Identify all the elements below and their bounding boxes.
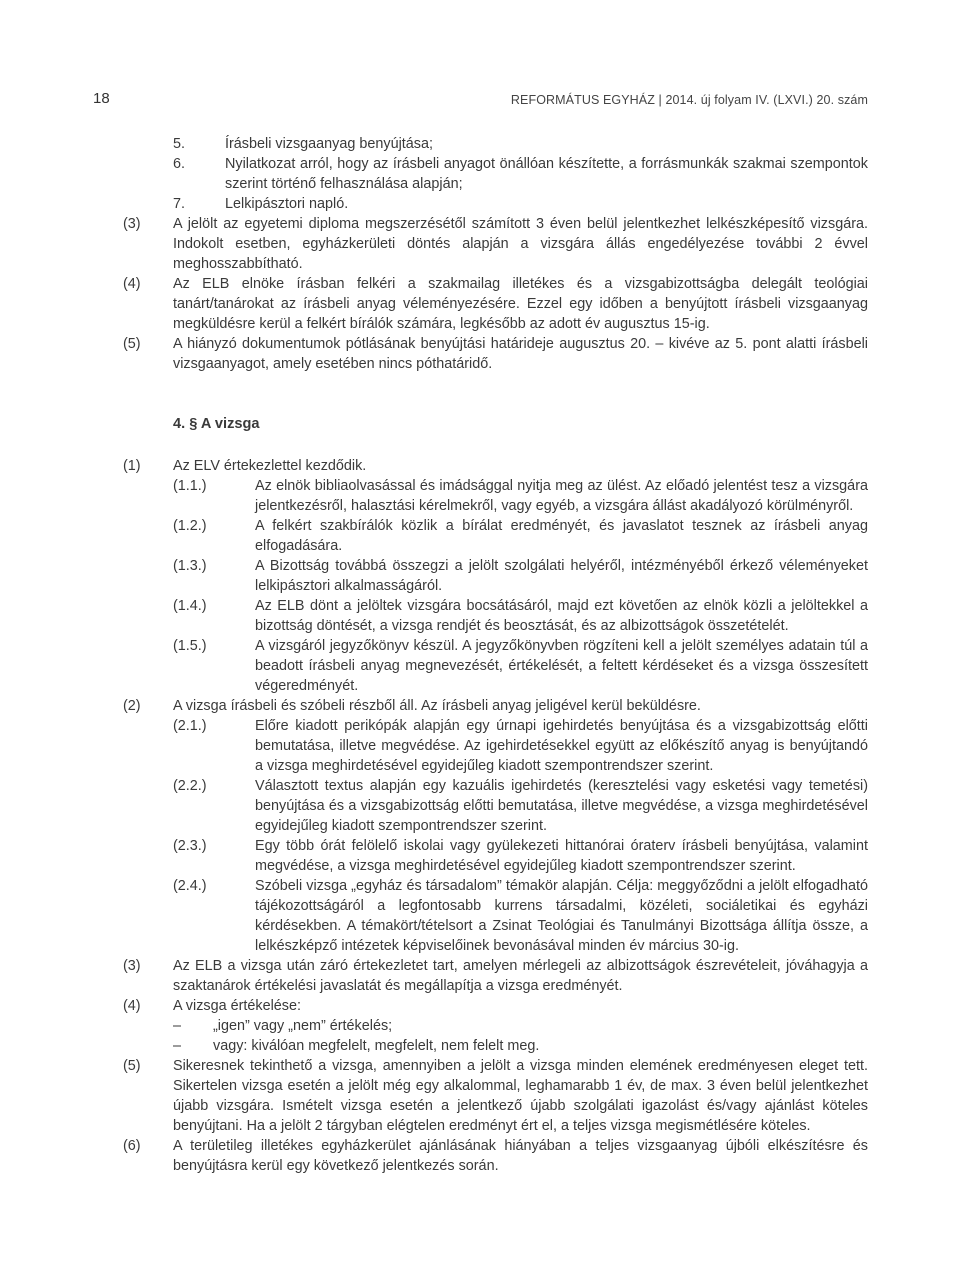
dash-marker: – xyxy=(173,1018,182,1034)
paragraph-number: (5) xyxy=(123,1058,141,1074)
paragraph-text: A hiányzó dokumentumok pótlásának benyújtási határideje augusztus 20. – kivéve az 5. pont alatti írásbeli vizsgaanyagot, amely esetében nincs póthatáridő. xyxy=(173,336,868,372)
paragraph-text: A területileg illetékes egyházkerület ajánlásának hiányában a teljes vizsgaanyag újbóli elkészítésre és benyújtásra kerül egy következő jelentkezés során. xyxy=(173,1138,868,1174)
paragraph xyxy=(123,334,868,374)
dash-item xyxy=(173,1036,868,1056)
list-item-text: Lelkipásztori napló. xyxy=(225,196,349,212)
paragraph xyxy=(123,1136,868,1176)
paragraph xyxy=(123,214,868,274)
subparagraph-text: A Bizottság továbbá összegzi a jelölt szolgálati helyéről, intézményéből érkező véleményeket lelkipásztori alkalmasságáról. xyxy=(255,558,868,594)
subparagraph-number: (2.4.) xyxy=(173,878,207,894)
subparagraph-number: (2.2.) xyxy=(173,778,207,794)
list-item-text: Nyilatkozat arról, hogy az írásbeli anyagot önállóan készítette, a forrásmunkák szakmai szempontok szerint történő felhasználása alapján; xyxy=(225,156,868,192)
paragraph-number: (4) xyxy=(123,276,141,292)
subparagraph-text: Egy több órát felölelő iskolai vagy gyülekezeti hittanórai óraterv írásbeli benyújtása, valamint megvédése, a vizsga meghirdetésével egyidejűleg kiadott szempontrendszer szerint. xyxy=(255,838,868,874)
paragraph xyxy=(123,456,868,476)
paragraph xyxy=(123,274,868,334)
subparagraph-number: (1.4.) xyxy=(173,598,207,614)
subparagraph-number: (2.1.) xyxy=(173,718,207,734)
subparagraph-text: Választott textus alapján egy kazuális igehirdetés (keresztelési vagy esketési vagy temetési) benyújtása és a vizsgabizottság előtti bemutatása, illetve megvédése, a vizsga meghirdetésével egyidejűleg kiadott szempontrendszer szerint. xyxy=(255,778,868,834)
subparagraph-number: (2.3.) xyxy=(173,838,207,854)
subparagraph-text: A felkért szakbírálók közlik a bírálat eredményét, és javaslatot tesznek az írásbeli anyag elfogadására. xyxy=(255,518,868,554)
dash-item-text: „igen” vagy „nem” értékelés; xyxy=(213,1018,393,1034)
paragraph xyxy=(123,996,868,1016)
paragraph xyxy=(123,1056,868,1136)
page-number: 18 xyxy=(93,90,110,107)
subparagraph-text: A vizsgáról jegyzőkönyv készül. A jegyzőkönyvben rögzíteni kell a jelölt személyes adatain túl a beadott írásbeli anyag megnevezését, értékelését, a feltett kérdéseket és a vizsga összesített végeredményét. xyxy=(255,638,868,694)
list-item xyxy=(173,194,868,214)
list-item-text: Írásbeli vizsgaanyag benyújtása; xyxy=(225,136,433,152)
subparagraph-text: Előre kiadott perikópák alapján egy úrnapi igehirdetés benyújtása és a vizsgabizottság előtti bemutatása, illetve megvédése. Az igehirdetésekkel együtt az előkészítő anyag is benyújtandó a vizsga meghirdetésével egyidejűleg kiadott szempontrendszer szerint. xyxy=(255,718,868,774)
paragraph-text: Sikeresnek tekinthető a vizsga, amennyiben a jelölt a vizsga minden elemének eredményesen eleget tett. Sikertelen vizsga esetén a jelölt még egy alkalommal, leghamarabb 1 év, de max. 3 éven belül jelentkezhet újabb vizsgára. Ismételt vizsga esetén a jelentkező újabb szolgálati igazolást és/vagy ajánlást köteles benyújtani. Ha a jelölt 2 tárgyban elégtelen eredményt ért el, a teljes vizsga megismétlésére köteles. xyxy=(173,1058,868,1134)
subparagraph xyxy=(173,716,868,776)
list-item-number: 5. xyxy=(173,136,186,152)
subparagraph xyxy=(173,596,868,636)
paragraph-number: (4) xyxy=(123,998,141,1014)
list-item-number: 6. xyxy=(173,156,186,172)
paragraph xyxy=(123,956,868,996)
subparagraph xyxy=(173,516,868,556)
list-item xyxy=(173,154,868,194)
subparagraph-text: Szóbeli vizsga „egyház és társadalom” témakör alapján. Célja: meggyőződni a jelölt elfogadható tájékozottságáról a legfontosabb kurrens társadalmi, közéleti, sociáletikai és egyházi kérdésekben. A témakört/tételsort a Zsinat Teológiai és Tanulmányi Bizottsága állítja össze, a lelkészképző intézetek képviselőinek bevonásával minden év március 30-ig. xyxy=(255,878,868,954)
paragraph-text: Az ELV értekezlettel kezdődik. xyxy=(173,458,367,474)
subparagraph xyxy=(173,836,868,876)
subparagraph xyxy=(173,476,868,516)
subparagraph xyxy=(173,776,868,836)
subparagraph-number: (1.2.) xyxy=(173,518,207,534)
paragraph-text: Az ELB elnöke írásban felkéri a szakmailag illetékes és a vizsgabizottságba delegált teológiai tanárt/tanárokat az írásbeli anyag véleményezésére. Ezzel egy időben a benyújtott írásbeli vizsgaanyag megküldésre kerül a felkért bírálók számára, legkésőbb az adott év augusztus 15-ig. xyxy=(173,276,868,332)
paragraph-text: A vizsga értékelése: xyxy=(173,998,301,1014)
paragraph-number: (2) xyxy=(123,698,141,714)
subparagraph-text: Az elnök bibliaolvasással és imádsággal nyitja meg az ülést. Az előadó jelentést tesz a vizsgára jelentkezésről, halasztási kérelmekről, vagy egyéb, a vizsgára állást akadályozó körülményről. xyxy=(255,478,868,514)
paragraph xyxy=(123,696,868,716)
list-item-number: 7. xyxy=(173,196,186,212)
paragraph-number: (3) xyxy=(123,216,141,232)
subparagraph-text: Az ELB dönt a jelöltek vizsgára bocsátásáról, majd ezt követően az elnök közli a jelöltekkel a bizottság döntését, a vizsga rendjét és beosztását, és az albizottságok összetételét. xyxy=(255,598,868,634)
dash-item xyxy=(173,1016,868,1036)
paragraph-number: (1) xyxy=(123,458,141,474)
section-heading: 4. § A vizsga xyxy=(173,416,260,432)
subparagraph xyxy=(173,636,868,696)
dash-marker: – xyxy=(173,1038,182,1054)
running-header: REFORMÁTUS EGYHÁZ | 2014. új folyam IV. (LXVI.) 20. szám xyxy=(510,93,868,107)
subparagraph-number: (1.5.) xyxy=(173,638,207,654)
subparagraph xyxy=(173,876,868,956)
paragraph-text: A jelölt az egyetemi diploma megszerzésétől számított 3 éven belül jelentkezhet lelkészképesítő vizsgára. Indokolt esetben, egyházkerületi döntés alapján a vizsgára állás engedélyezése további 2 évvel meghosszabbítható. xyxy=(173,216,868,272)
paragraph-text: A vizsga írásbeli és szóbeli részből áll. Az írásbeli anyag jeligével kerül beküldésre. xyxy=(173,698,701,714)
paragraph-number: (6) xyxy=(123,1138,141,1154)
paragraph-text: Az ELB a vizsga után záró értekezletet tart, amelyen mérlegeli az albizottságok észrevételeit, jóváhagyja a szaktanárok értékelési javaslatát és megállapítja a vizsga eredményét. xyxy=(173,958,868,994)
dash-item-text: vagy: kiválóan megfelelt, megfelelt, nem felelt meg. xyxy=(213,1038,540,1054)
page-body xyxy=(123,134,868,1176)
subparagraph xyxy=(173,556,868,596)
subparagraph-number: (1.1.) xyxy=(173,478,207,494)
subparagraph-number: (1.3.) xyxy=(173,558,207,574)
paragraph-number: (5) xyxy=(123,336,141,352)
paragraph-number: (3) xyxy=(123,958,141,974)
list-item xyxy=(173,134,868,154)
